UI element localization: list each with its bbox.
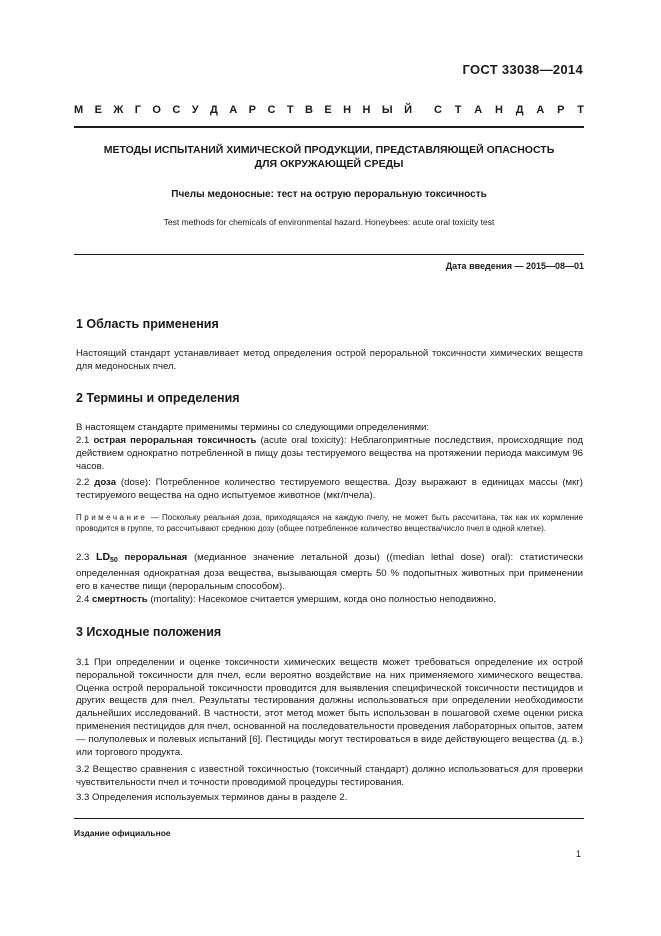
introduction-date: Дата введения — 2015—08—01 — [445, 261, 584, 271]
title-line-2: ДЛЯ ОКРУЖАЮЩЕЙ СРЕДЫ — [254, 158, 404, 170]
section-1-body: Настоящий стандарт устанавливает метод определения острой пероральной токсичности химических веществ для медоносных пчел. — [76, 348, 583, 372]
term-2-1-definition: (acute oral toxicity): Неблагоприятные последствия, происходящие под действием однократно потребленной в пищу дозы тестируемого вещества на протяжении периода максимум 96 часов. — [76, 435, 583, 472]
term-2-3 — [76, 551, 583, 593]
term-2-3-subscript: 50 — [110, 557, 118, 564]
section-2-heading: 2 Термины и определения — [76, 391, 240, 405]
interstate-letter: О — [152, 104, 161, 116]
standard-letter: А — [474, 104, 483, 116]
term-2-4 — [76, 594, 583, 607]
header-rule — [74, 126, 584, 128]
interstate-letter: А — [229, 104, 238, 116]
section-1-heading: 1 Область применения — [76, 317, 219, 331]
standard-letter: Д — [515, 104, 524, 116]
term-2-1 — [76, 435, 583, 473]
section-2-intro — [76, 422, 583, 435]
term-2-3-term-ld: LD — [96, 551, 111, 563]
section-3-heading: 3 Исходные положения — [76, 625, 222, 639]
standard-letter: Р — [557, 104, 565, 116]
term-2-2-term: доза — [94, 477, 117, 488]
interstate-letter: Г — [134, 104, 141, 116]
section-3-2-text: 3.2 Вещество сравнения с известной токсичностью (токсичный стандарт) должно использоваться для проверки чувствительности пчел и точности проводимой процедуры тестирования. — [76, 764, 583, 788]
section-2-intro-text: В настоящем стандарте применимы термины со следующими определениями: — [76, 422, 430, 433]
intro-rule — [74, 254, 584, 255]
page-number: 1 — [575, 849, 581, 859]
interstate-letter: С — [267, 104, 276, 116]
term-2-2-definition: (dose): Потребленное количество тестируемого вещества. Дозу выражают в единицах массы (мкг) тестируемого вещества на одно испытуемое животное (мкг/пчела). — [76, 477, 583, 501]
term-2-2-note — [76, 512, 583, 534]
interstate-letter: М — [74, 104, 84, 116]
section-1-paragraph — [76, 348, 583, 374]
term-2-4-term: смертность — [92, 594, 148, 605]
section-3-paragraph-1 — [76, 657, 583, 759]
title-line-1: МЕТОДЫ ИСПЫТАНИЙ ХИМИЧЕСКОЙ ПРОДУКЦИИ, ПРЕДСТАВЛЯЮЩЕЙ ОПАСНОСТЬ — [103, 144, 555, 156]
term-2-3-term-oral: пероральная — [117, 552, 188, 563]
document-title — [74, 143, 584, 171]
standard-letter: А — [536, 104, 545, 116]
standard-number: ГОСТ 33038—2014 — [462, 62, 583, 77]
standard-letter: Т — [577, 104, 584, 116]
standard-letter: Т — [454, 104, 462, 116]
term-2-3-number: 2.3 — [76, 552, 90, 563]
section-3-paragraph-3 — [76, 792, 583, 805]
term-2-4-definition: (mortality): Насекомое считается умершим, когда оно полностью неподвижно. — [147, 594, 497, 605]
term-2-2 — [76, 477, 583, 503]
banner-word-interstate — [74, 103, 412, 117]
interstate-letter: Ы — [381, 104, 393, 116]
interstate-standard-banner — [74, 103, 584, 117]
english-title: Test methods for chemicals of environmental hazard. Honeybees: acute oral toxicity test — [163, 217, 495, 227]
standard-letter: Н — [494, 104, 503, 116]
term-2-2-number: 2.2 — [76, 477, 90, 488]
standard-letter: С — [434, 104, 442, 116]
document-subtitle: Пчелы медоносные: тест на острую пероральную токсичность — [171, 189, 487, 200]
interstate-letter: Н — [362, 104, 371, 116]
note-label: Примечание — [76, 513, 148, 522]
interstate-letter: Й — [404, 104, 412, 116]
footer-rule — [74, 818, 584, 819]
interstate-letter: В — [304, 104, 313, 116]
interstate-letter: Е — [324, 104, 332, 116]
section-3-paragraph-2 — [76, 764, 583, 790]
section-3-1-text: 3.1 При определении и оценке токсичности химических веществ может требоваться определение их острой пероральной токсичности для пчел, если вероятно воздействие на них применяемого химического вещества. Оценка острой пероральной токсичности проводится для выявления специфической токсичности пестицидов и других веществ для пчел. Результаты тестирования должны использоваться при определении необходимости дальнейших исследований. В частности, этот метод может быть использован в пошаговой схеме оценки риска применения пестицидов для пчел, основанной на последовательности проведения лабораторных опытов, затем — полуполевых и полевых испытаний [6]. Пестициды могут тестироваться в виде действующего вещества (д. в.) или торгового продукта. — [76, 657, 583, 758]
interstate-letter: Е — [94, 104, 102, 116]
interstate-letter: Д — [210, 104, 218, 116]
interstate-letter: Н — [343, 104, 352, 116]
banner-word-standard — [434, 103, 584, 117]
term-2-1-number: 2.1 — [76, 435, 90, 446]
term-2-3-definition: (медианное значение летальной дозы) ((median lethal dose) oral): статистически определенная однократная доза вещества, вызывающая смерть 50 % подопытных животных при применении его в качестве пищи (пероральным способом). — [76, 552, 583, 592]
note-text: — Поскольку реальная доза, приходящаяся на каждую пчелу, не может быть рассчитана, так как их кормление проводится в группе, то рассчитывают среднюю дозу (общее потребленное количество вещества/число пчел в одной клетке). — [76, 513, 583, 533]
interstate-letter: Р — [248, 104, 257, 116]
interstate-letter: У — [191, 104, 199, 116]
interstate-letter: Т — [286, 104, 294, 116]
term-2-4-number: 2.4 — [76, 594, 90, 605]
official-edition-label: Издание официальное — [74, 828, 171, 838]
interstate-letter: С — [172, 104, 181, 116]
section-3-3-text: 3.3 Определения используемых терминов даны в разделе 2. — [76, 792, 348, 803]
term-2-1-term: острая пероральная токсичность — [93, 435, 257, 446]
interstate-letter: Ж — [113, 104, 124, 116]
